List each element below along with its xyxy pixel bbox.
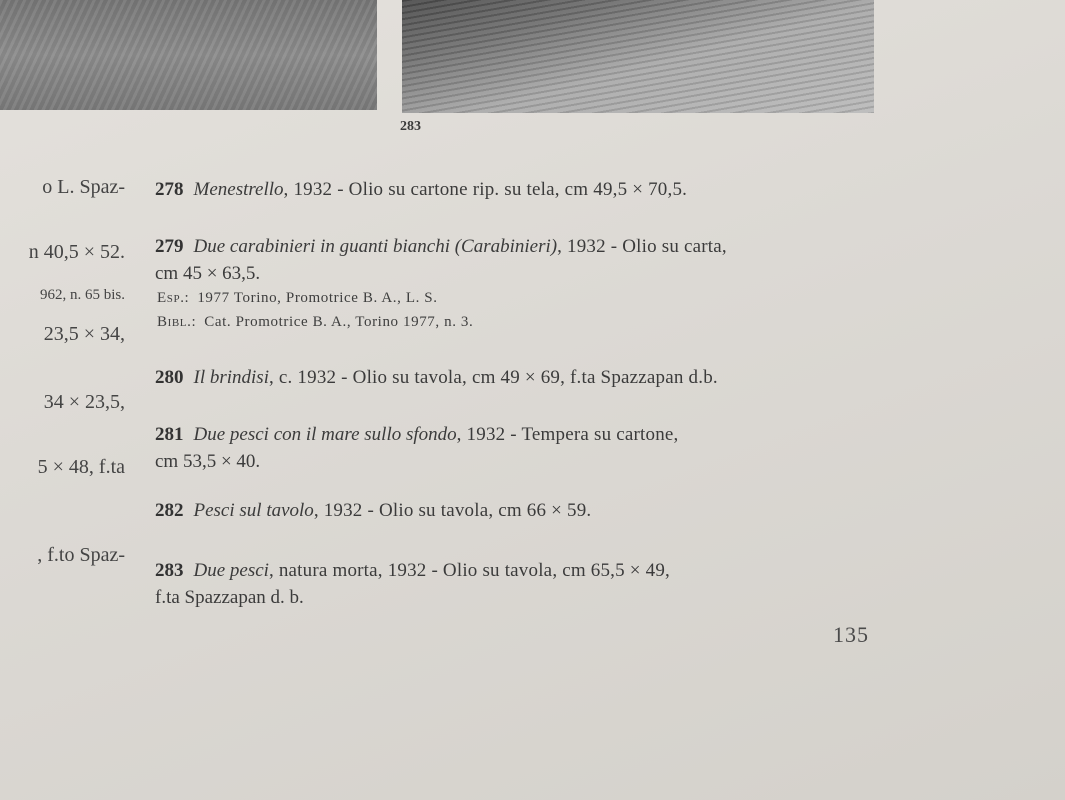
left-fragment: o L. Spaz- (42, 176, 125, 198)
entry-title: Due pesci con il mare sullo sfondo (193, 424, 457, 445)
ref-text: 1977 Torino, Promotrice B. A., L. S. (197, 290, 438, 306)
entry-details: , 1932 - Olio su carta, (557, 236, 727, 257)
catalogue-entry (155, 421, 880, 475)
entry-details: , 1932 - Olio su cartone rip. su tela, cm 49,5 × 70,5. (283, 179, 688, 200)
catalogue-entry (155, 176, 880, 203)
bibliography-reference (157, 314, 473, 331)
entry-number: 280 (155, 367, 184, 388)
left-fragment: 5 × 48, f.ta (37, 456, 125, 478)
entry-title: Pesci sul tavolo (193, 500, 314, 521)
entry-title: Il brindisi (193, 367, 269, 388)
photo-right (402, 0, 874, 113)
ref-label: Esp.: (157, 290, 190, 306)
entry-number: 283 (155, 560, 184, 581)
entry-details: , c. 1932 - Olio su tavola, cm 49 × 69, f.ta Spazzapan d.b. (268, 367, 718, 388)
ref-label: Bibl.: (157, 314, 197, 330)
entry-number: 281 (155, 424, 184, 445)
entry-number: 282 (155, 500, 184, 521)
entry-details: , natura morta, 1932 - Olio su tavola, cm 65,5 × 49, (268, 560, 670, 581)
entry-details: , 1932 - Tempera su cartone, (456, 424, 679, 445)
entry-details-continued: cm 45 × 63,5. (155, 263, 261, 284)
left-fragment: , f.to Spaz- (37, 544, 125, 566)
left-fragment: 34 × 23,5, (43, 391, 125, 413)
entry-title: Due carabinieri in guanti bianchi (Carabinieri) (193, 236, 558, 257)
left-fragment: 962, n. 65 bis. (39, 287, 125, 303)
ref-text: Cat. Promotrice B. A., Torino 1977, n. 3. (204, 314, 474, 330)
left-fragment: n 40,5 × 52. (28, 241, 125, 263)
page-number: 135 (833, 622, 869, 647)
catalogue-entry (155, 557, 880, 611)
entry-details: , 1932 - Olio su tavola, cm 66 × 59. (313, 500, 592, 521)
entry-number: 279 (155, 236, 184, 257)
entry-title: Due pesci (193, 560, 269, 581)
catalogue-entry (155, 233, 880, 287)
entry-title: Menestrello (193, 179, 284, 200)
entry-details-continued: cm 53,5 × 40. (155, 451, 261, 472)
entry-details-continued: f.ta Spazzapan d. b. (155, 587, 304, 608)
photo-caption: 283 (400, 119, 421, 134)
catalogue-entry (155, 497, 880, 524)
exhibition-reference (157, 290, 438, 307)
left-fragment: 23,5 × 34, (43, 323, 125, 345)
entry-number: 278 (155, 179, 184, 200)
catalogue-entry (155, 364, 880, 391)
left-column-fragments (0, 0, 135, 800)
